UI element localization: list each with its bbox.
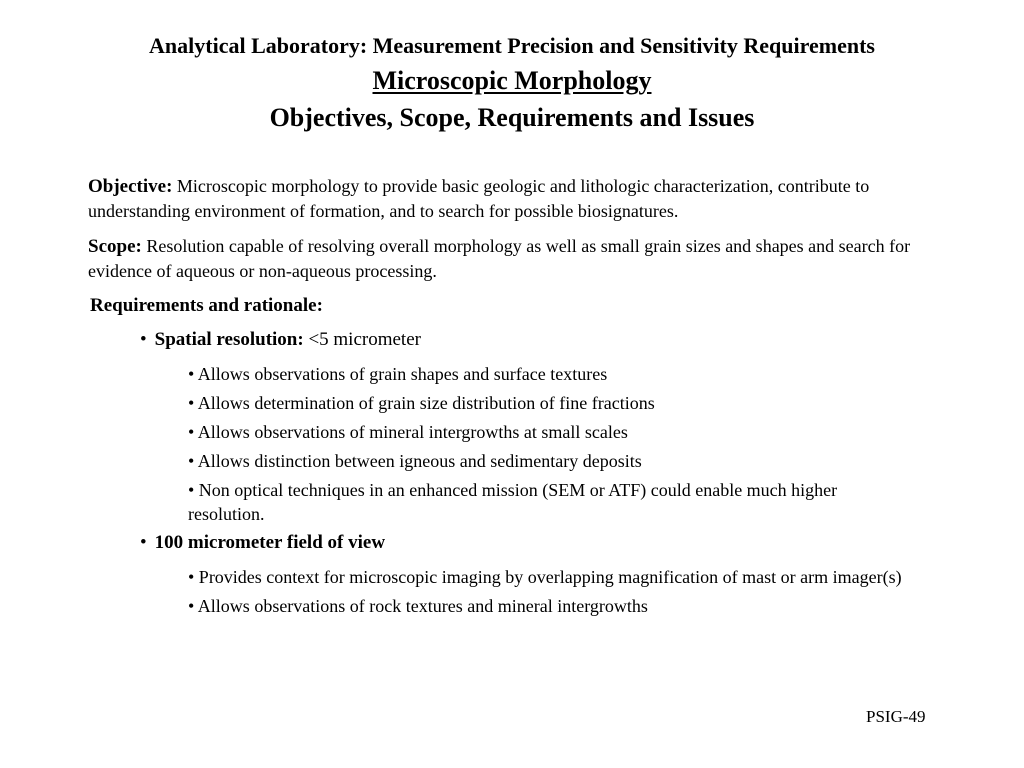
title-line-3: Objectives, Scope, Requirements and Issues	[269, 103, 755, 132]
title-line-1: Analytical Laboratory: Measurement Precision and Sensitivity Requirements	[149, 33, 875, 58]
scope-paragraph	[88, 234, 938, 283]
objective-paragraph	[88, 174, 938, 223]
requirements-heading: Requirements and rationale:	[90, 295, 323, 316]
objective-label: Objective:	[88, 176, 173, 197]
list-item: • Non optical techniques in an enhanced mission (SEM or ATF) could enable much higher resolution.	[188, 480, 838, 524]
list-item: • Allows observations of mineral intergrowths at small scales	[188, 422, 628, 442]
slide-id: PSIG-49	[866, 707, 926, 726]
spatial-resolution-value: <5 micrometer	[303, 329, 421, 350]
list-item: • Allows observations of grain shapes and surface textures	[188, 364, 608, 384]
objective-text: Microscopic morphology to provide basic geologic and lithologic characterization, contribute to understanding environment of formation, and to search for possible biosignatures.	[88, 176, 870, 221]
bullet-icon: •	[140, 532, 147, 553]
list-item: • Provides context for microscopic imaging by overlapping magnification of mast or arm imager(s)	[188, 567, 902, 587]
spatial-resolution-list	[188, 362, 908, 526]
slide-body	[88, 174, 938, 623]
title-line-2: Microscopic Morphology	[372, 66, 652, 95]
field-of-view-list	[188, 565, 908, 618]
field-of-view-label: 100 micrometer field of view	[154, 532, 386, 553]
bullet-icon: •	[140, 329, 147, 350]
scope-text: Resolution capable of resolving overall morphology as well as small grain sizes and shapes and search for evidence of aqueous or non-aqueous processing.	[88, 236, 911, 281]
slide-title	[0, 30, 1024, 136]
field-of-view-bullet	[140, 531, 938, 555]
list-item: • Allows observations of rock textures and mineral intergrowths	[188, 596, 648, 616]
spatial-resolution-bullet	[140, 328, 938, 352]
spatial-resolution-label: Spatial resolution:	[154, 329, 304, 350]
list-item: • Allows determination of grain size distribution of fine fractions	[188, 393, 655, 413]
list-item: • Allows distinction between igneous and sedimentary deposits	[188, 451, 642, 471]
scope-label: Scope:	[88, 236, 142, 257]
